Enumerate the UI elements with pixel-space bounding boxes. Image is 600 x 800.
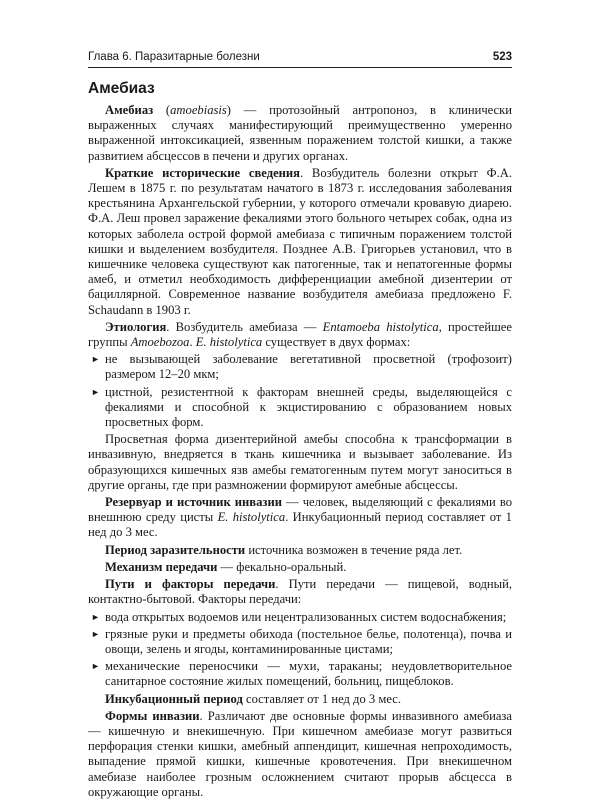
reservoir-text: . Инкубационный период составляет от 1 нед до 3 мес. [88,510,512,540]
forms-label: Формы инвазии [105,708,200,723]
lumen-paragraph: Просветная форма дизентерийной амебы способна к трансформации в инвазивную, внедряется в ткань кишечника и вызывает заболевание. Из образующихся кишечных язв амебы гематогенным путем могут заноситься в другие органы, где при размножении формируют амебные абсцессы. [88,432,512,492]
running-header [88,50,512,68]
list-item [88,352,512,382]
triangle-right-icon: ► [91,611,100,622]
list-item-text: цистной, резистентной к факторам внешней среды, выделяющейся с фекалиями и способной к экцистированию с образованием новых просветных форм. [105,384,512,430]
routes-list [88,610,512,690]
list-item [88,627,512,657]
etiology-latin: Amoebozoa [130,335,190,350]
etiology-paragraph [88,320,512,350]
list-item-text: вода открытых водоемов или нецентрализованных систем водоснабжения; [105,609,507,624]
mechanism-text: — фекально-оральный. [217,559,347,574]
list-item [88,385,512,431]
list-item-text: грязные руки и предметы обихода (постельное белье, полотенца), почва и овощи, зелень и ягоды, контаминированные цистами; [105,626,512,656]
triangle-right-icon: ► [91,628,100,639]
history-label: Краткие исторические сведения [105,165,300,180]
list-item [88,659,512,689]
book-page [88,50,512,800]
routes-text: . Пути передачи — пищевой, водный, контактно-бытовой. Факторы передачи: [88,577,512,607]
etiology-text: существует в двух формах: [262,335,411,350]
list-item [88,610,512,625]
page-number: 523 [492,51,512,63]
list-item-text: не вызывающей заболевание вегетативной просветной (трофозоит) размером 12–20 мкм; [105,352,512,382]
mechanism-paragraph [88,560,512,575]
triangle-right-icon: ► [91,661,100,672]
reservoir-latin: E. histolytica [217,510,286,525]
intro-text: — протозойный антропоноз, в клинически выраженных случаях манифестирующий преимущественно умеренно выраженной интоксикацией, язвенным поражением толстой кишки, а также развитием абсцессов в печени и других органах. [88,103,513,163]
etiology-text: , простейшее группы [88,319,512,350]
etiology-text: . Возбудитель амебиаза — [166,319,323,334]
reservoir-text: — человек, выделяющий с фекалиями во внешнюю среду цисты [88,495,512,525]
contagious-paragraph [88,543,512,558]
history-text: . Возбудитель болезни открыт Ф.А. Лешем в 1875 г. по результатам начатого в 1873 г. исследования заболевания крестьянина Архангельской губернии, у которого отмечали кровавую диарею. Ф.А. Леш провел заражение фекалиями этого больного четырех собак, одна из которых заболела острой формой амебиаза с типичным поражением толстой кишки и выделением возбудителя. Позднее А.В. Григорьев установил, что в кишечнике человека существуют как патогенные, так и непатогенные формы амеб, и отметил необходимость дифференциации амебной дизентерии от бациллярной. Современное название возбудителя амебиаза предложено F. Schaudann в 1903 г. [88,165,512,317]
history-paragraph [88,166,512,318]
intro-latin: amoebiasis [170,103,227,117]
routes-label: Пути и факторы передачи [105,577,276,592]
etiology-latin: E. histolytica [195,335,263,350]
etiology-latin: Entamoeba histolytica [322,319,439,334]
section-title: Амебиаз [88,80,155,97]
article-body [88,103,512,800]
etiology-text: . [189,335,196,350]
routes-paragraph [88,577,512,607]
forms-paragraph [88,709,512,800]
list-item-text: механические переносчики — мухи, тараканы; неудовлетворительное санитарное состояние жилых помещений, больниц, пищеблоков. [105,659,512,689]
contagious-label: Период заразительности [105,542,246,557]
reservoir-label: Резервуар и источник инвазии [105,495,282,510]
mechanism-label: Механизм передачи [105,559,218,574]
forms-text: . Различают две основные формы инвазивного амебиаза — кишечную и внекишечную. При кишечном амебиазе могут развиться перфорация стенки кишки, амебный аппендицит, кишечная непроходимость, выпадение прямой кишки, кишечные кровотечения. При внекишечном амебиазе наиболее грозным осложнением считают прорыв абсцесса в окружающие органы. [88,708,513,799]
incubation-paragraph [88,692,512,707]
contagious-text: источника возможен в течение ряда лет. [245,542,463,557]
incubation-label: Инкубационный период [105,691,243,706]
chapter-title: Глава 6. Паразитарные болезни [88,51,260,63]
etiology-label: Этиология [105,319,167,334]
reservoir-paragraph [88,495,512,541]
intro-paragraph: Амебиаз (amoebiasis) — протозойный антропоноз, в клинически выраженных случаях манифестирующий преимущественно умеренно выраженной интоксикацией, язвенным поражением толстой кишки, а также развитием абсцессов в печени и других органах. [88,103,513,163]
incubation-text: составляет от 1 нед до 3 мес. [242,691,401,706]
triangle-right-icon: ► [91,386,100,397]
etiology-list [88,352,512,430]
intro-term: Амебиаз [105,103,154,117]
triangle-right-icon: ► [91,354,100,365]
